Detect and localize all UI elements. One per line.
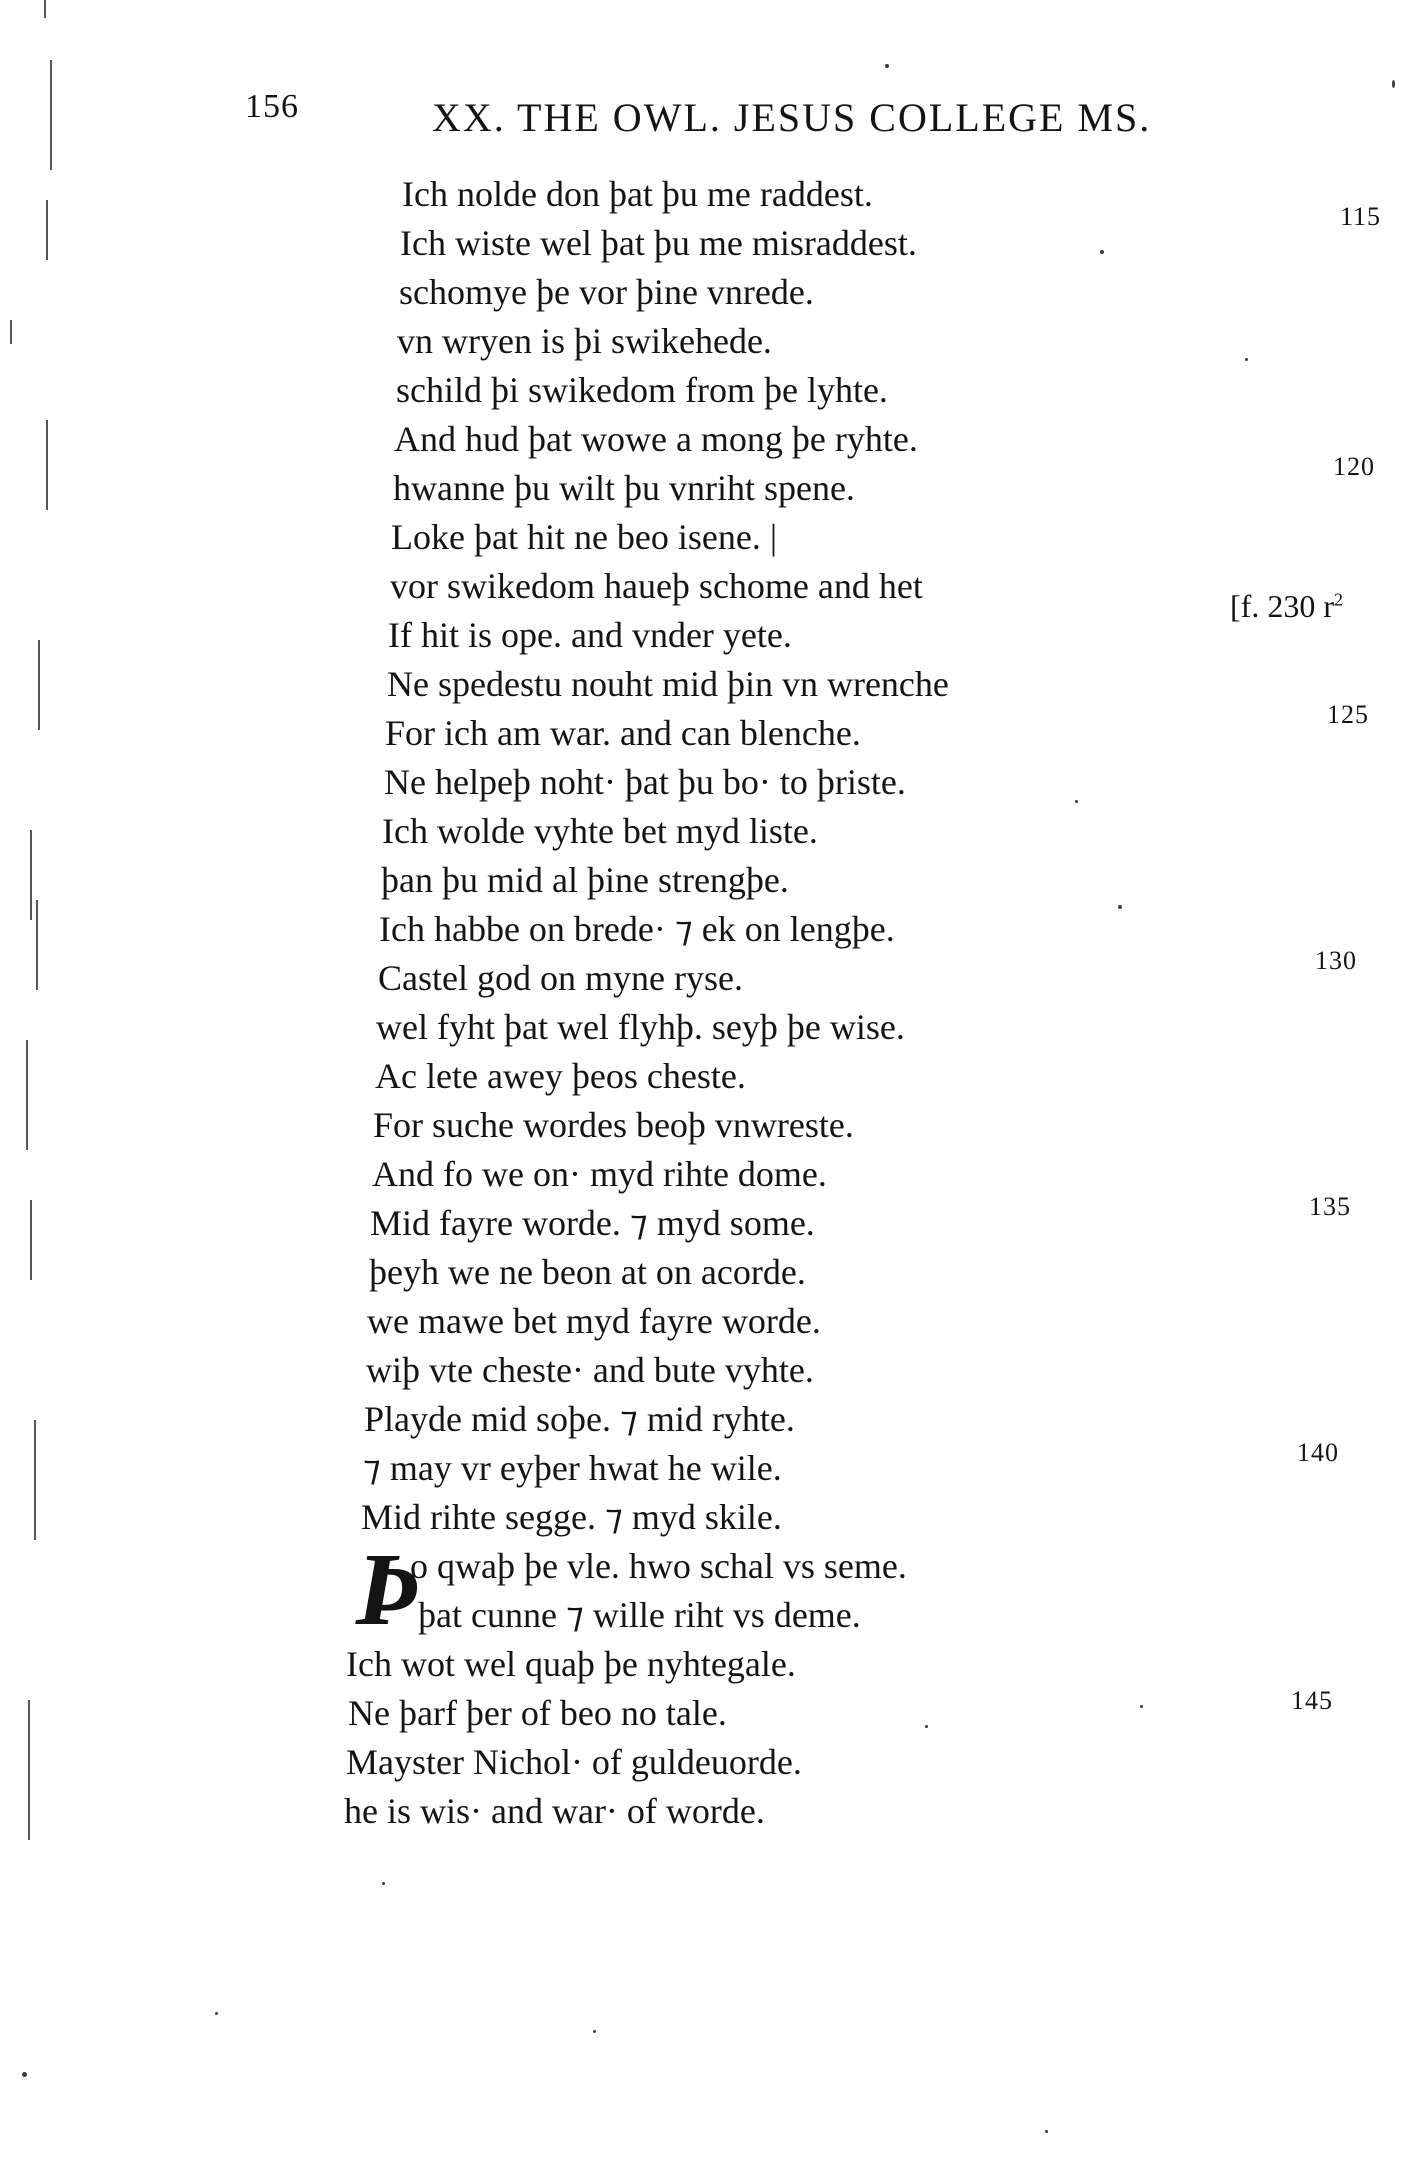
verse-line: Mid fayre worde. ⁊ myd some. [370,1203,815,1243]
line-number: 145 [1291,1686,1333,1715]
verse-line: Ich nolde don þat þu me raddest. [402,174,873,214]
verse-line: þan þu mid al þine strengþe. [381,860,789,900]
verse-line: Ne þarf þer of beo no tale. [348,1693,727,1733]
scan-speck [1140,1705,1143,1708]
scan-speck [1392,80,1395,88]
verse-line: ⁊ may vr eyþer hwat he wile. [363,1448,782,1488]
verse-line: vor swikedom haueþ schome and het [390,566,923,606]
drop-cap: Þ [356,1532,420,1647]
line-number: 135 [1309,1192,1351,1221]
verse-line: Ich habbe on brede· ⁊ ek on lengþe. [379,909,895,949]
line-number: 120 [1333,452,1375,481]
verse-line: Mayster Nichol· of guldeuorde. [346,1742,802,1782]
line-number: 125 [1327,700,1369,729]
verse-line: For ich am war. and can blenche. [385,713,861,753]
verse-line: Ich wot wel quaþ þe nyhtegale. [346,1644,796,1684]
verse-line: þat cunne ⁊ wille riht vs deme. [418,1595,861,1635]
verse-line: we mawe bet myd fayre worde. [367,1301,821,1341]
verse-line: hwanne þu wilt þu vnriht spene. [393,468,855,508]
verse-line: schild þi swikedom from þe lyhte. [396,370,888,410]
verse-line: Ich wolde vyhte bet myd liste. [382,811,818,851]
verse-line: wiþ vte cheste· and bute vyhte. [366,1350,814,1390]
scan-speck [1245,358,1248,361]
folio-note-sup: 2 [1333,589,1343,610]
page-number: 156 [245,88,299,125]
scan-speck [593,2030,596,2033]
verse-line: Ac lete awey þeos cheste. [375,1056,746,1096]
scan-speck [1100,250,1104,254]
verse-line: If hit is ope. and vnder yete. [388,615,792,655]
verse-line: Ne spedestu nouht mid þin vn wrenche [387,664,949,704]
verse-line: Castel god on myne ryse. [378,958,743,998]
scan-speck [925,1725,928,1728]
verse-line: And fo we on· myd rihte dome. [372,1154,827,1194]
line-number: 115 [1340,202,1382,231]
verse-line: Ich wiste wel þat þu me misraddest. [400,223,917,263]
running-title: XX. THE OWL. JESUS COLLEGE MS. [432,95,1152,140]
verse-line: o qwaþ þe vle. hwo schal vs seme. [410,1546,907,1586]
verse-line: And hud þat wowe a mong þe ryhte. [394,419,918,459]
scan-speck [382,1882,385,1885]
verse-line: he is wis· and war· of worde. [344,1791,765,1831]
line-number: 130 [1315,946,1357,975]
folio-note-text: [f. 230 r [1230,588,1334,624]
scan-margin-marks [0,0,50,1900]
scan-speck [885,64,889,68]
scan-speck [215,2012,218,2015]
verse-line: vn wryen is þi swikehede. [397,321,772,361]
scan-speck [1118,905,1122,909]
line-number: 140 [1297,1438,1339,1467]
verse-line: þeyh we ne beon at on acorde. [369,1252,806,1292]
verse-line: Loke þat hit ne beo isene. | [391,517,778,557]
verse-line: Playde mid soþe. ⁊ mid ryhte. [364,1399,795,1439]
scan-speck [1045,2130,1048,2133]
verse-line: Ne helpeþ noht· þat þu bo· to þriste. [384,762,906,802]
verse-line: schomye þe vor þine vnrede. [399,272,814,312]
verse-line: Mid rihte segge. ⁊ myd skile. [361,1497,782,1537]
scan-speck [1075,800,1078,803]
scan-speck [22,2072,27,2077]
verse-line: For suche wordes beoþ vnwreste. [373,1105,854,1145]
verse-line: wel fyht þat wel flyhþ. seyþ þe wise. [376,1007,905,1047]
folio-note [1230,588,1343,625]
